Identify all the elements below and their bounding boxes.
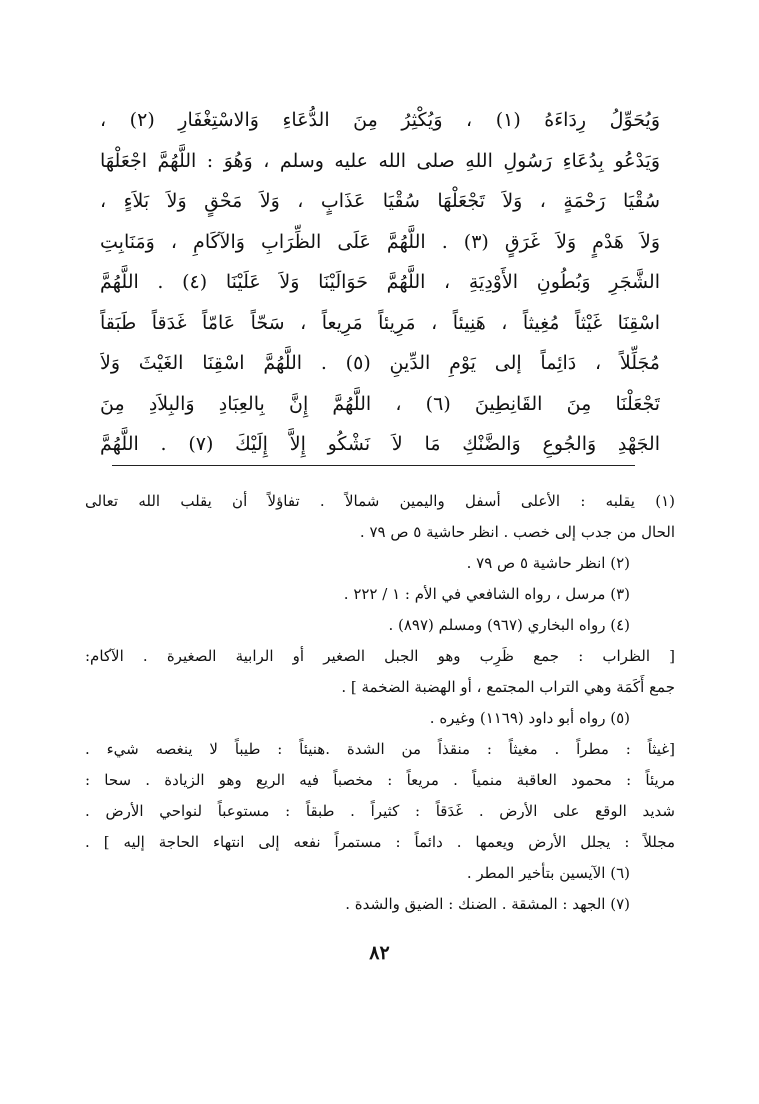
main-text-line: تَجْعَلْنَا مِنَ القَانِطِينَ (٦) ، اللَّهُمَّ إِنَّ بِالعِبَادِ وَالبِلاَدِ مِنَ — [100, 392, 660, 415]
main-text-line: الجَهْدِ وَالجُوعِ وَالضَّنْكِ مَا لاَ نَشْكُو إِلاَّ إِلَيْكَ (٧) . اللَّهُمَّ — [100, 433, 660, 455]
main-text-line: مُجَلِّلاً ، دَائِماً إلى يَوْمِ الدِّينِ (٥) . اللَّهُمَّ اسْقِنَا الغَيْثَ وَلاَ — [100, 352, 660, 374]
footnote-1-line-2: الحال من جدب إلى خصب . انظر حاشية ٥ ص ٧٩ . — [359, 523, 675, 541]
footnote-6: (٦) الآيسين بتأخير المطر . — [466, 864, 630, 882]
main-text-block — [100, 100, 660, 465]
footnote-7: (٧) الجهد : المشقة . الضنك : الضيق والشدة . — [345, 895, 630, 913]
footnotes-block — [85, 486, 675, 920]
footnote-3: (٣) مرسل ، رواه الشافعي في الأم : ١ / ٢٢٢ . — [343, 585, 630, 603]
footnote-divider — [112, 465, 635, 466]
gloss-2-line-3: شديد الوقع على الأرض . غَدَقاً : كثيراً . طبقاً : مستوعباً لنواحي الأرض . — [85, 802, 675, 820]
main-text-line: اسْقِنَا غَيْثاً مُغِيثاً ، هَنِيئاً ، مَرِيئاً مَرِيعاً ، سَحّاً عَامّاً غَدَقاً طَبَقاً — [100, 311, 660, 334]
main-text-line: الشَّجَرِ وَبُطُونِ الأَوْدِيَةِ ، اللَّهُمَّ حَوَالَيْنَا وَلاَ عَلَيْنَا (٤) . اللَّهُمَّ — [100, 271, 660, 293]
main-text-line: وَيُحَوِّلُ رِدَاءَهُ (١) ، وَيُكْثِرُ مِنَ الدُّعَاءِ وَالاسْتِغْفَارِ (٢) ، — [100, 109, 660, 131]
footnote-4: (٤) رواه البخاري (٩٦٧) ومسلم (٨٩٧) . — [388, 616, 630, 634]
gloss-2-line-1: [غيثاً : مطراً . مغيثاً : منقذاً من الشدة .هنيئاً : طيباً لا ينغصه شيء . — [85, 740, 675, 758]
gloss-2-line-2: مريئاً : محمود العاقبة منمياً . مريعاً : مخصباً فيه الريع وهو الزيادة . سحا : — [85, 771, 675, 789]
gloss-1-line-1: [ الظراب : جمع ظَرِب وهو الجبل الصغير أو الرابية الصغيرة . الآكام: — [85, 647, 675, 665]
footnote-5: (٥) رواه أبو داود (١١٦٩) وغيره . — [429, 709, 630, 727]
gloss-2-line-4: مجللاً : يجلل الأرض ويعمها . دائماً : مستمراً نفعه إلى انتهاء الحاجة إليه ] . — [85, 833, 675, 851]
footnote-2: (٢) انظر حاشية ٥ ص ٧٩ . — [466, 554, 630, 572]
page-number: ٨٢ — [369, 942, 390, 964]
gloss-1-line-2: جمع أَكَمَة وهي التراب المجتمع ، أو الهضبة الضخمة ] . — [341, 678, 675, 696]
main-text-line: وَلاَ هَدْمٍ وَلاَ غَرَقٍ (٣) . اللَّهُمَّ عَلَى الظِّرَابِ وَالآكَامِ ، وَمَنَابِتِ — [100, 230, 660, 253]
main-text-line: سُقْيَا رَحْمَةٍ ، وَلاَ تَجْعَلْهَا سُقْيَا عَذَابٍ ، وَلاَ مَحْقٍ وَلاَ بَلاَءٍ ، — [100, 190, 660, 212]
main-text-line: وَيَدْعُو بِدُعَاءِ رَسُولِ اللهِ صلى الله عليه وسلم ، وَهُوَ : اللَّهُمَّ اجْعَلْهَا — [100, 149, 660, 172]
footnote-1-line-1: (١) يقلبه : الأعلى أسفل واليمين شمالاً . تفاؤلاً أن يقلب الله تعالى — [85, 492, 675, 510]
